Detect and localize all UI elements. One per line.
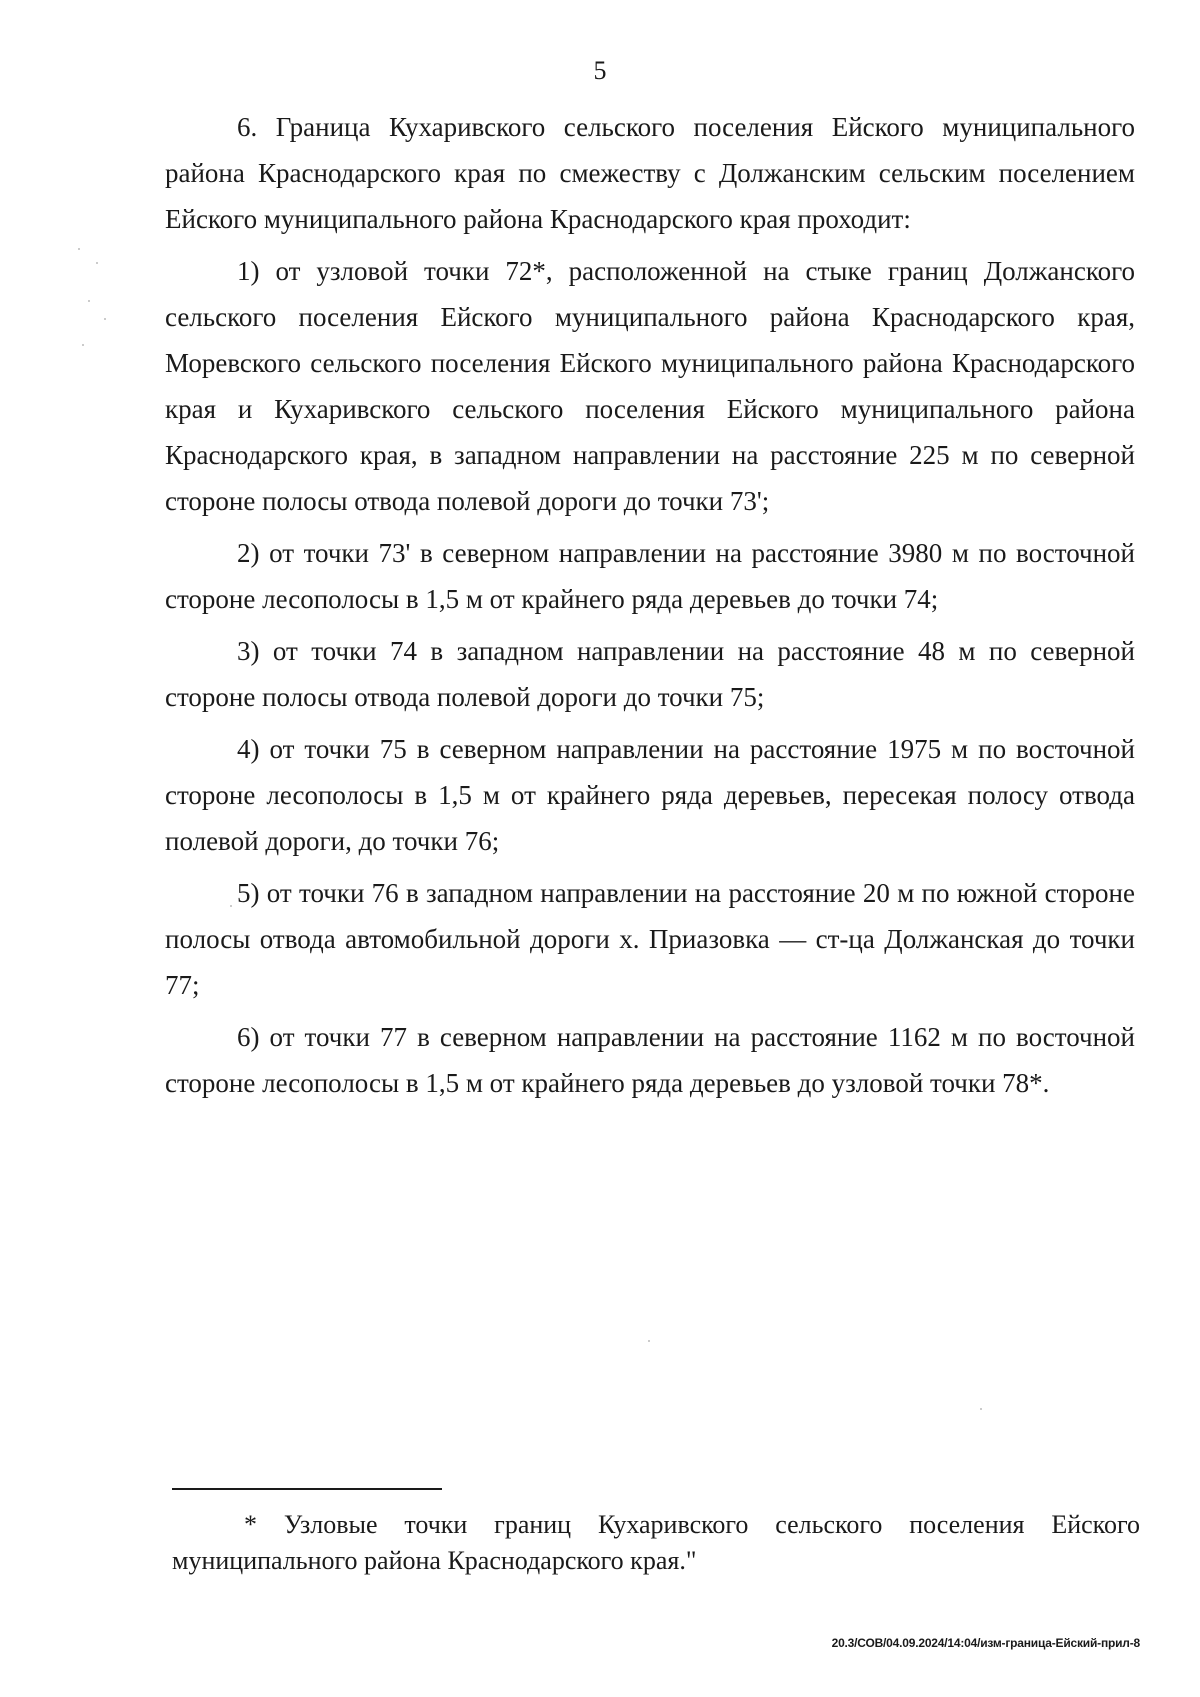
scan-speck: [230, 905, 232, 907]
footnote-divider: [172, 1488, 442, 1490]
boundary-point-3: 3) от точки 74 в западном направлении на расстояние 48 м по северной стороне полосы отвода полевой дороги до точки 75;: [165, 636, 1135, 712]
scan-speck: [980, 1408, 982, 1410]
page-number: 5: [593, 56, 607, 85]
boundary-point-2: 2) от точки 73' в северном направлении на расстояние 3980 м по восточной стороне лесополосы в 1,5 м от крайнего ряда деревьев до точки 74;: [165, 538, 1135, 614]
document-code: 20.3/СОВ/04.09.2024/14:04/изм-граница-Ейский-прил-8: [831, 1636, 1140, 1650]
scan-speck: [648, 1340, 650, 1342]
boundary-point-5: 5) от точки 76 в западном направлении на расстояние 20 м по южной стороне полосы отвода автомобильной дороги х. Приазовка — ст-ца Должанская до точки 77;: [165, 878, 1135, 1000]
scan-speck: [82, 344, 84, 346]
boundary-point-6: 6) от точки 77 в северном направлении на расстояние 1162 м по восточной стороне лесополосы в 1,5 м от крайнего ряда деревьев до узловой точки 78*.: [165, 1022, 1135, 1098]
section-intro-paragraph: 6. Граница Кухаривского сельского поселения Ейского муниципального района Краснодарского края по смежеству с Должанским сельским поселением Ейского муниципального района Краснодарского края проходит:: [165, 112, 1135, 234]
document-body: [165, 104, 1135, 1112]
boundary-point-1: 1) от узловой точки 72*, расположенной на стыке границ Должанского сельского поселения Ейского муниципального района Краснодарского края, Моревского сельского поселения Ейского муниципального района Краснодарского края и Кухаривского сельского поселения Ейского муниципального района Краснодарского края, в западном направлении на расстояние 225 м по северной стороне полосы отвода полевой дороги до точки 73';: [165, 256, 1135, 516]
scan-speck: [96, 262, 98, 264]
footnote: * Узловые точки границ Кухаривского сельского поселения Ейского муниципального района Краснодарского края.": [172, 1510, 1140, 1575]
scan-speck: [104, 318, 106, 320]
boundary-point-4: 4) от точки 75 в северном направлении на расстояние 1975 м по восточной стороне лесополосы в 1,5 м от крайнего ряда деревьев, пересекая полосу отвода полевой дороги, до точки 76;: [165, 734, 1135, 856]
scan-speck: [78, 248, 80, 250]
scan-speck: [88, 300, 90, 302]
